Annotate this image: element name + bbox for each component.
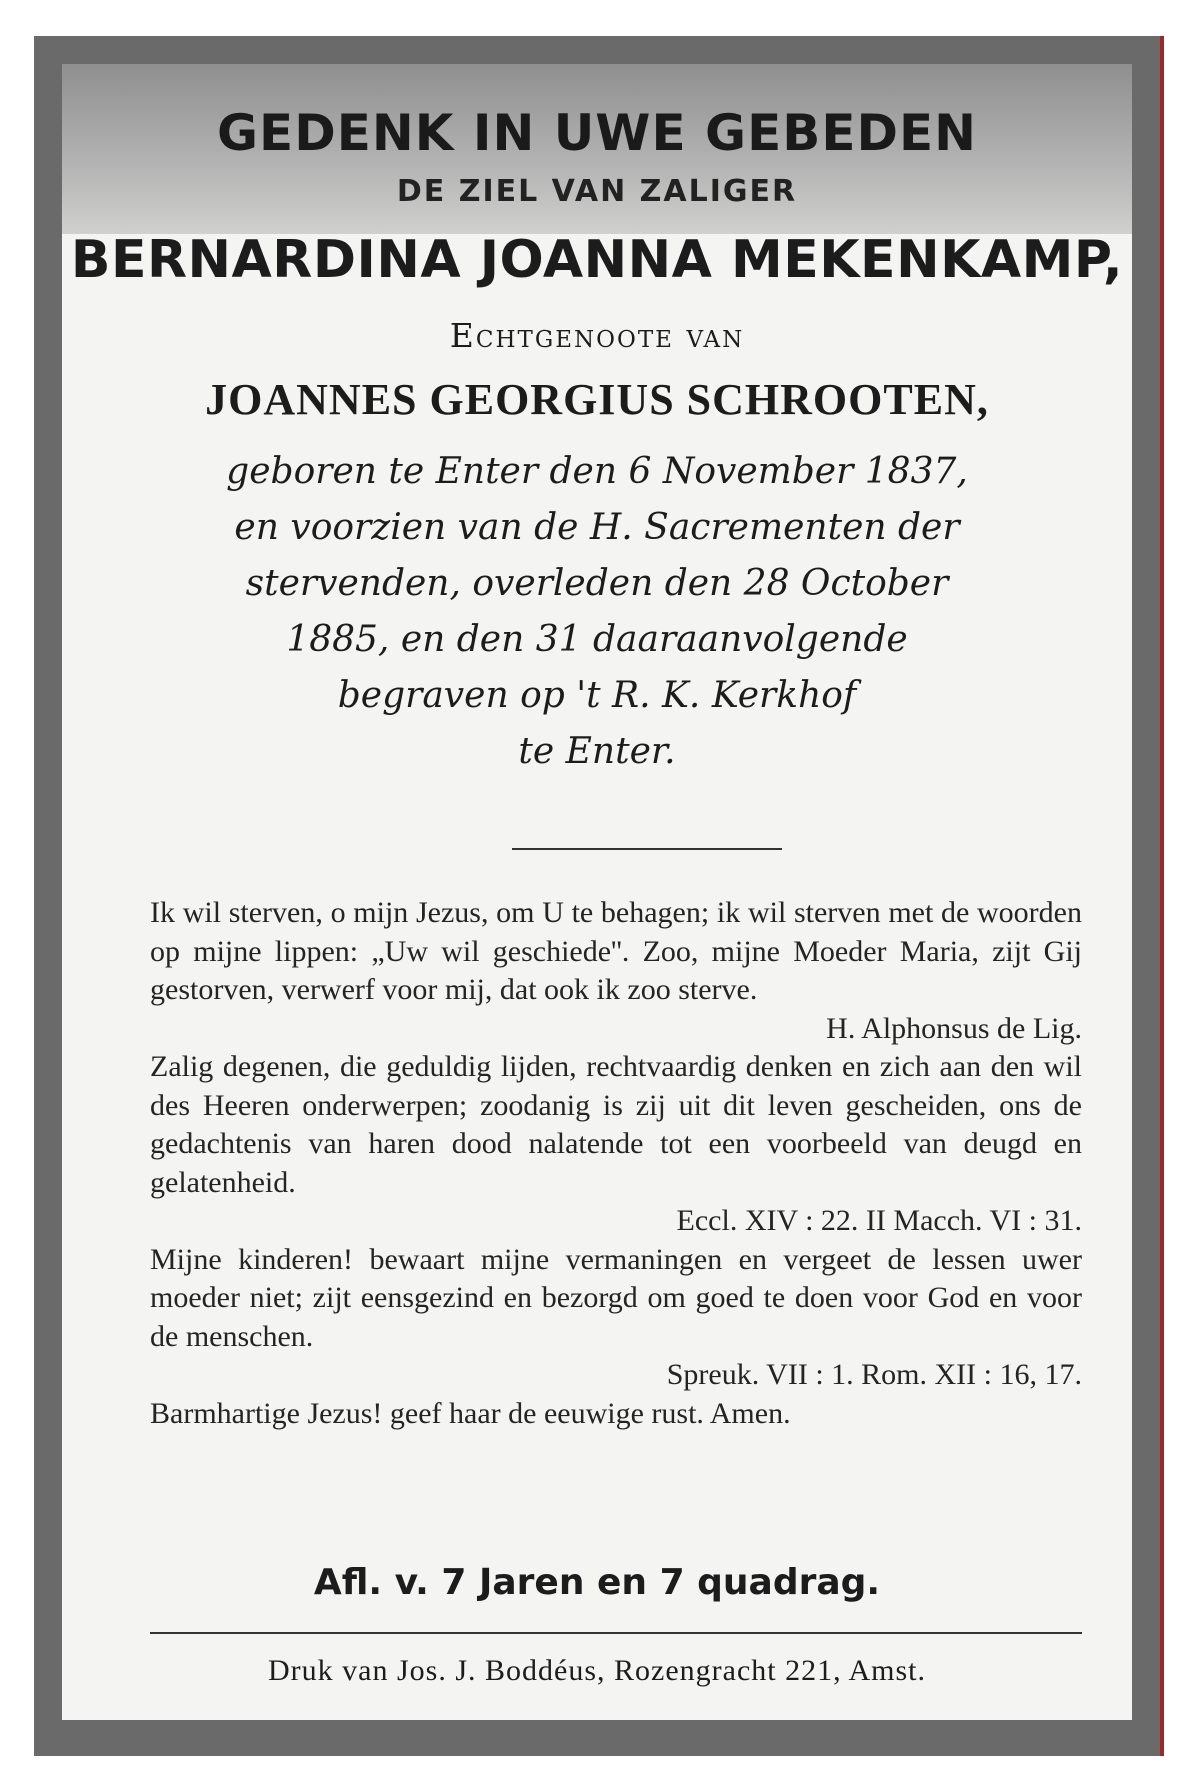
bio-line: begraven op 't R. K. Kerkhof [337, 675, 857, 716]
bio-line: en voorzien van de H. Sacrementen der [234, 507, 960, 548]
bio-line: te Enter. [518, 731, 676, 772]
indulgence-line: Afl. v. 7 Jaren en 7 quadrag. [313, 1562, 881, 1603]
spouse-of-label: Echtgenoote van [449, 316, 745, 355]
prayer-paragraph: Ik wil sterven, o mijn Jezus, om U te behagen; ik wil sterven met de woorden op mijne lippen: „Uw wil geschiede''. Zoo, mijne Moeder Maria, zijt Gij gestorven, verwerf voor mij, dat ook ik zoo sterve. [150, 896, 1082, 1006]
printer-credit: Druk van Jos. J. Boddéus, Rozengracht 221, Amst. [268, 1654, 926, 1687]
divider [512, 848, 782, 850]
prayer-text [150, 894, 1082, 1433]
prayer-paragraph: Barmhartige Jezus! geef haar de eeuwige rust. Amen. [150, 1396, 791, 1430]
bio-line: stervenden, overleden den 28 October [245, 563, 949, 604]
prayer-reference: H. Alphonsus de Lig. [826, 1011, 1082, 1045]
header-subtitle: DE ZIEL VAN ZALIGER [396, 174, 798, 209]
header-title: GEDENK IN UWE GEBEDEN [217, 104, 977, 162]
memorial-card-frame [34, 36, 1164, 1756]
prayer-reference: Eccl. XIV : 22. II Macch. VI : 31. [676, 1204, 1082, 1237]
divider [150, 1632, 1082, 1634]
deceased-name: BERNARDINA JOANNA MEKENKAMP, [70, 230, 1124, 290]
bio-line: geboren te Enter den 6 November 1837, [226, 451, 968, 492]
prayer-paragraph: Mijne kinderen! bewaart mijne vermaningen en vergeet de lessen uwer moeder niet; zijt eensgezind en bezorgd om goed te doen voor God en voor de menschen. [150, 1242, 1082, 1353]
biography [62, 444, 1132, 780]
spouse-name: JOANNES GEORGIUS SCHROOTEN, [205, 375, 989, 424]
memorial-card [62, 64, 1132, 1720]
prayer-paragraph: Zalig degenen, die geduldig lijden, rechtvaardig denken en zich aan den wil des Heeren onderwerpen; zoodanig is zij uit dit leven gescheiden, ons de gedachtenis van haren dood nalatende tot een voorbeeld van deugd en gelatenheid. [150, 1050, 1082, 1199]
bio-line: 1885, en den 31 daaraanvolgende [286, 619, 908, 660]
prayer-reference: Spreuk. VII : 1. Rom. XII : 16, 17. [666, 1358, 1082, 1391]
